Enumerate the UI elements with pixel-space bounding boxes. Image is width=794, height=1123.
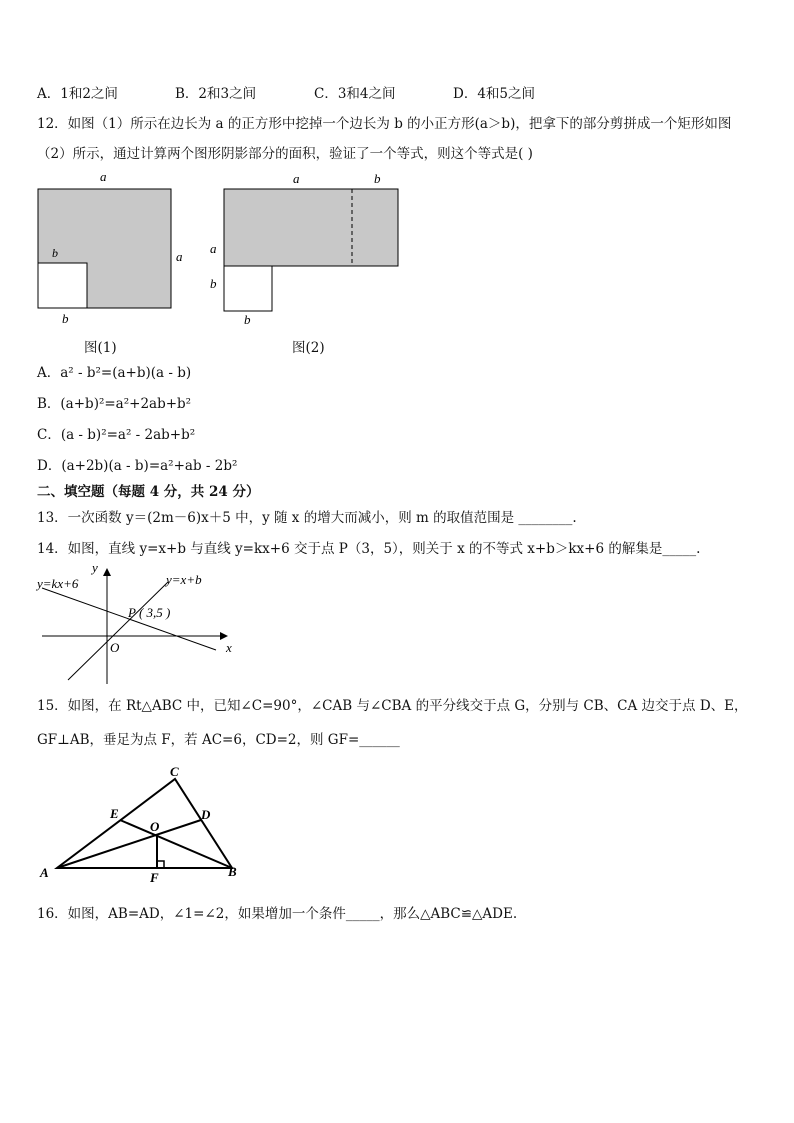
q14-text: 14．如图，直线 y=x+b 与直线 y=kx+6 交于点 P（3，5），则关于 x 的不等式 x+b＞kx+6 的解集是_____.	[37, 541, 701, 557]
x-axis-label: x	[226, 640, 232, 655]
fig1-removed-square	[38, 263, 87, 308]
q11-option-b: B．2和3之间	[175, 86, 257, 102]
vertex-b-label: B	[228, 864, 237, 879]
fig2-left-label-a: a	[210, 241, 217, 256]
q12-stem-line1: 12．如图（1）所示在边长为 a 的正方形中挖掉一个边长为 b 的小正方形(a＞b)，把拿下的部分剪拼成一个矩形如图	[37, 116, 732, 132]
point-e-label: E	[110, 806, 119, 821]
fig1-right-label: a	[176, 249, 183, 264]
point-p-label: P ( 3,5 )	[128, 605, 171, 620]
q12-figure-1	[30, 168, 200, 328]
q12-figure-2	[205, 170, 415, 330]
origin-label: O	[110, 640, 120, 655]
line-x-plus-b	[68, 582, 171, 680]
section-title: 二、填空题（每题 4 分，共 24 分）	[37, 484, 260, 500]
bisector-be	[120, 820, 232, 868]
bisector-ad	[57, 820, 201, 868]
point-d-label: D	[201, 807, 211, 822]
fig2-small-square	[224, 266, 272, 311]
q15-stem-line2: GF⊥AB，垂足为点 F，若 AC=6，CD=2，则 GF=______	[37, 732, 400, 748]
fig1-caption: 图(1)	[84, 340, 117, 356]
q15-triangle-figure	[36, 762, 256, 887]
q16-text: 16．如图，AB=AD，∠1=∠2，如果增加一个条件_____，那么△ABC≌△ADE.	[37, 906, 518, 922]
q12-option-c: C．(a - b)²=a² - 2ab+b²	[37, 427, 196, 443]
vertex-a-label: A	[40, 865, 49, 880]
fig2-bottom-label: b	[244, 312, 251, 327]
line1-label: y=kx+6	[37, 576, 79, 591]
fig1-inner-label: b	[52, 246, 58, 260]
q13-text: 13．一次函数 y＝(2m－6)x＋5 中，y 随 x 的增大而减小，则 m 的取值范围是 ________.	[37, 510, 577, 526]
q15-stem-line1: 15．如图，在 Rt△ABC 中，已知∠C=90°，∠CAB 与∠CBA 的平分线交于点 G，分别与 CB、CA 边交于点 D、E，	[37, 698, 748, 714]
y-axis-arrow	[103, 568, 111, 576]
x-axis-arrow	[220, 632, 228, 640]
fig1-top-label: a	[100, 169, 107, 184]
fig2-left-label-b: b	[210, 276, 217, 291]
q14-graph	[30, 560, 250, 690]
q12-option-a: A．a² - b²=(a+b)(a - b)	[37, 365, 192, 381]
fig2-top-label-b: b	[374, 171, 381, 186]
q12-option-d: D．(a+2b)(a - b)=a²+ab - 2b²	[37, 458, 238, 474]
q11-option-a: A．1和2之间	[37, 86, 118, 102]
fig1-bottom-label: b	[62, 311, 69, 326]
fig2-top-label-a: a	[293, 171, 300, 186]
line2-label: y=x+b	[166, 572, 202, 587]
right-angle-mark	[157, 861, 164, 868]
vertex-c-label: C	[170, 764, 179, 779]
q12-stem-line2: （2）所示，通过计算两个图形阴影部分的面积，验证了一个等式，则这个等式是( )	[37, 146, 533, 162]
q11-option-c: C．3和4之间	[314, 86, 396, 102]
y-axis-label: y	[92, 560, 98, 575]
fig2-shaded-rectangle	[224, 189, 398, 266]
triangle-abc	[57, 779, 232, 868]
fig2-caption: 图(2)	[292, 340, 325, 356]
q12-option-b: B．(a+b)²=a²+2ab+b²	[37, 396, 192, 412]
point-f-label: F	[150, 870, 159, 885]
q11-option-d: D．4和5之间	[453, 86, 536, 102]
point-o-label: O	[150, 819, 160, 834]
